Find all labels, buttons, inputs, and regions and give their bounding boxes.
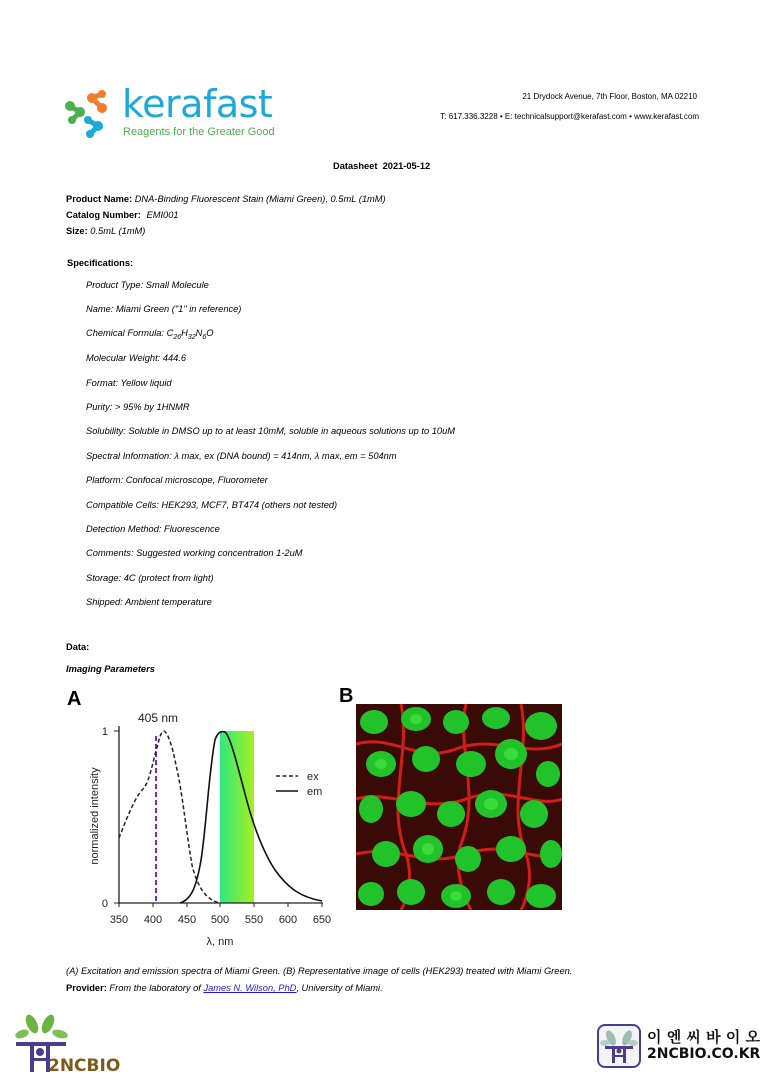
size-row: [66, 225, 145, 237]
formula-c-sub: 26: [173, 333, 182, 341]
x-tick-450: 450: [177, 914, 197, 926]
provider-link[interactable]: James N. Wilson, PhD: [203, 983, 297, 993]
emission-band: [220, 731, 254, 903]
formula-n-sub: 6: [202, 333, 207, 341]
spec-shipped: Shipped: Ambient temperature: [86, 597, 212, 607]
x-tick-350: 350: [109, 914, 129, 926]
2ncbio-domain: 2NCBIO.CO.KR: [647, 1046, 761, 1062]
company-contact: T: 617.336.3228 • E: technicalsupport@kerafast.com • www.kerafast.com: [440, 112, 699, 121]
provider-row: [66, 982, 383, 994]
formula-n: N: [195, 328, 203, 338]
hek293-cell-image: [356, 704, 562, 910]
specifications-heading: Specifications:: [67, 258, 134, 268]
size-label: Size:: [66, 226, 88, 236]
ex-curve: [119, 731, 220, 903]
logo-brand-name: kerafast: [122, 82, 273, 126]
provider-suffix: , University of Miami.: [296, 983, 383, 993]
molecule-logo-icon: [62, 86, 118, 138]
y-tick-1: 1: [101, 726, 108, 738]
x-axis-label: λ, nm: [206, 936, 234, 948]
catalog-number-row: [66, 209, 179, 221]
spec-chemical-formula: [86, 328, 214, 341]
spec-format: Format: Yellow liquid: [86, 378, 172, 388]
product-name-value: DNA-Binding Fluorescent Stain (Miami Green), 0.5mL (1mM): [134, 194, 386, 204]
panel-b-label: B: [339, 685, 354, 707]
catalog-number-label: Catalog Number:: [66, 210, 141, 220]
x-tick-500: 500: [210, 914, 230, 926]
legend-em-label: em: [307, 786, 323, 798]
data-heading: Data:: [66, 642, 90, 652]
spec-name: Name: Miami Green ("1" in reference): [86, 304, 242, 314]
2ncbio-badge-icon: [597, 1024, 641, 1068]
product-name-row: [66, 193, 386, 205]
imaging-parameters-heading: Imaging Parameters: [66, 664, 155, 674]
x-tick-550: 550: [244, 914, 264, 926]
provider-prefix: From the laboratory of: [109, 983, 204, 993]
provider-label: Provider:: [66, 983, 107, 993]
legend-ex-label: ex: [307, 771, 319, 783]
formula-c: C: [166, 328, 174, 338]
2ncbio-logo-right: [597, 1022, 761, 1070]
y-tick-0: 0: [101, 898, 108, 910]
logo-tagline: Reagents for the Greater Good: [123, 126, 275, 138]
spec-storage: Storage: 4C (protect from light): [86, 573, 214, 583]
spec-product-type: Product Type: Small Molecule: [86, 280, 209, 290]
spec-comments: Comments: Suggested working concentration 1-2uM: [86, 548, 303, 558]
spec-molecular-weight: Molecular Weight: 444.6: [86, 353, 187, 363]
spec-purity: Purity: > 95% by 1HNMR: [86, 402, 190, 412]
spectra-chart: [60, 705, 335, 955]
formula-h-sub: 32: [187, 333, 196, 341]
spec-solubility: Solubility: Soluble in DMSO up to at least 10mM, soluble in aqueous solutions up to 10uM: [86, 426, 455, 436]
company-address: 21 Drydock Avenue, 7th Floor, Boston, MA 02210: [522, 92, 697, 101]
2ncbio-logo-left: [8, 1012, 128, 1074]
spec-platform: Platform: Confocal microscope, Fluorometer: [86, 475, 268, 485]
size-value: 0.5mL (1mM): [90, 226, 146, 236]
datasheet-title: Datasheet 2021-05-12: [333, 161, 431, 171]
2ncbio-wordmark: 2NCBIO: [48, 1056, 121, 1076]
product-name-label: Product Name:: [66, 194, 133, 204]
formula-o: O: [206, 328, 214, 338]
2ncbio-korean-name: 이 엔 씨 바 이 오: [647, 1028, 761, 1046]
y-axis-label: normalized intensity: [89, 767, 101, 865]
catalog-number-value: EMI001: [146, 210, 179, 220]
x-tick-650: 650: [312, 914, 332, 926]
panel-a-label: A: [67, 688, 82, 710]
spec-spectral-information: Spectral Information: λ max, ex (DNA bound) = 414nm, λ max, em = 504nm: [86, 451, 397, 461]
figure-caption: (A) Excitation and emission spectra of Miami Green. (B) Representative image of cells (HEK293) treated with Miami Green.: [66, 966, 573, 976]
x-tick-400: 400: [143, 914, 163, 926]
spec-detection-method: Detection Method: Fluorescence: [86, 524, 220, 534]
spec-chemical-formula-label: Chemical Formula:: [86, 328, 167, 338]
spec-compatible-cells: Compatible Cells: HEK293, MCF7, BT474 (others not tested): [86, 500, 338, 510]
kerafast-logo: [62, 82, 302, 142]
formula-h: H: [181, 328, 188, 338]
annotation-405nm: 405 nm: [137, 711, 179, 725]
x-tick-600: 600: [278, 914, 298, 926]
